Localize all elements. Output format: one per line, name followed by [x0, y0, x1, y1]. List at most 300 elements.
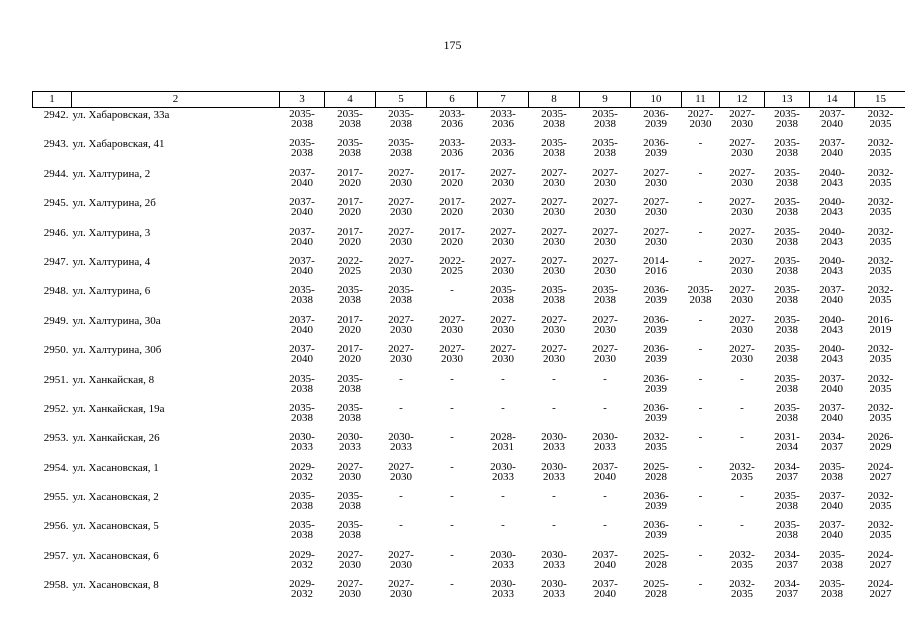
- period-start: 2035-: [289, 108, 315, 120]
- period-cell: [810, 373, 855, 402]
- period-cell: [427, 549, 478, 578]
- period-cell: [325, 578, 376, 607]
- address-cell: ул. Халтурина, 6: [72, 285, 151, 298]
- period-start: -: [501, 490, 505, 503]
- period-cell: [478, 373, 529, 402]
- period-start: 2027-: [541, 254, 567, 267]
- period-cell: [478, 519, 529, 548]
- period-start: 2037-: [819, 108, 845, 120]
- period-end: 2040: [291, 264, 313, 277]
- period-end: 2030: [689, 118, 712, 130]
- period-start: 2033-: [490, 108, 516, 120]
- period-cell: [427, 578, 478, 607]
- period-cell: [427, 373, 478, 402]
- period-start: -: [698, 137, 703, 150]
- period-start: 2032-: [867, 225, 894, 238]
- period-end: 2038: [689, 294, 712, 307]
- period-cell: [580, 314, 631, 343]
- period-cell: [810, 519, 855, 548]
- period-end: 2025: [339, 264, 361, 277]
- period-start: -: [450, 548, 454, 561]
- period-start: 2022-: [337, 254, 363, 267]
- period-cell: [376, 461, 427, 490]
- period-end: 2040: [821, 411, 843, 424]
- period-end: 2030: [594, 206, 616, 219]
- period-cell: [810, 314, 855, 343]
- period-start: 2030-: [541, 548, 567, 561]
- period-end: 2030: [492, 206, 514, 219]
- period-end: 2038: [776, 176, 798, 189]
- period-start: 2027-: [388, 196, 414, 209]
- period-cell: [631, 226, 682, 255]
- row-number: 2947.: [43, 255, 69, 268]
- row-number: 2956.: [43, 520, 69, 533]
- period-end: 2038: [776, 411, 798, 424]
- period-start: 2025-: [643, 578, 669, 591]
- period-end: 2030: [390, 176, 412, 189]
- table-row: [33, 108, 905, 138]
- page-number: 175: [443, 38, 462, 52]
- period-end: 2030: [645, 176, 667, 189]
- period-end: 2035: [731, 558, 753, 571]
- period-cell: [765, 519, 810, 548]
- period-cell: [376, 226, 427, 255]
- period-cell: [855, 284, 905, 313]
- period-end: 2035: [731, 470, 753, 483]
- period-cell: [427, 255, 478, 284]
- period-end: 2039: [645, 147, 667, 160]
- period-cell: [427, 108, 478, 138]
- period-start: 2032-: [867, 372, 894, 385]
- period-cell: [478, 402, 529, 431]
- period-end: 2030: [731, 147, 753, 160]
- period-start: 2035-: [388, 284, 414, 297]
- period-start: 2035-: [289, 372, 315, 385]
- period-cell: [427, 431, 478, 460]
- period-start: 2033-: [439, 108, 465, 120]
- period-start: -: [740, 401, 744, 414]
- period-cell: [529, 461, 580, 490]
- table-row: [33, 519, 905, 548]
- period-cell: [631, 255, 682, 284]
- period-end: 2036: [441, 118, 463, 130]
- period-end: 2036: [492, 118, 514, 130]
- period-start: 2017-: [337, 343, 363, 356]
- period-cell: [478, 490, 529, 519]
- period-end: 2040: [594, 470, 616, 483]
- period-start: 2027-: [388, 313, 414, 326]
- period-start: -: [450, 578, 454, 591]
- address-cell: ул. Ханкайская, 26: [72, 432, 160, 445]
- period-cell: [720, 402, 765, 431]
- period-cell: [855, 314, 905, 343]
- period-cell: [280, 167, 325, 196]
- period-cell: [325, 196, 376, 225]
- period-start: 2029-: [289, 460, 315, 473]
- period-cell: [810, 343, 855, 372]
- period-start: 2035-: [774, 196, 800, 209]
- period-start: 2017-: [337, 313, 363, 326]
- period-end: 2036: [492, 147, 514, 160]
- period-end: 2030: [390, 558, 412, 571]
- period-cell: [765, 343, 810, 372]
- period-cell: [325, 108, 376, 138]
- period-end: 2040: [594, 588, 616, 601]
- period-start: 2032-: [867, 284, 894, 297]
- period-cell: [325, 461, 376, 490]
- column-header: 14: [810, 92, 855, 108]
- period-cell: [720, 373, 765, 402]
- period-start: 2036-: [643, 401, 669, 414]
- table-row: [33, 255, 905, 284]
- period-cell: [325, 226, 376, 255]
- period-end: 2038: [291, 529, 313, 542]
- period-end: 2040: [594, 558, 616, 571]
- row-number: 2954.: [43, 461, 69, 474]
- period-start: 2037-: [289, 166, 315, 179]
- period-start: 2040-: [819, 313, 845, 326]
- period-start: 2027-: [337, 548, 363, 561]
- period-start: 2027-: [388, 460, 414, 473]
- period-cell: [682, 137, 720, 166]
- period-start: 2027-: [490, 313, 516, 326]
- period-start: -: [698, 401, 703, 414]
- period-end: 2028: [645, 588, 667, 601]
- row-number: 2951.: [43, 373, 69, 386]
- period-cell: [529, 167, 580, 196]
- period-cell: [376, 578, 427, 607]
- period-start: 2027-: [388, 166, 414, 179]
- period-cell: [529, 519, 580, 548]
- period-end: 2020: [339, 235, 361, 248]
- column-header: 8: [529, 92, 580, 108]
- period-end: 2038: [339, 529, 361, 542]
- row-number: 2946.: [43, 226, 69, 239]
- period-start: 2035-: [774, 519, 800, 532]
- period-cell: [427, 343, 478, 372]
- period-start: 2027-: [729, 108, 755, 120]
- period-end: 2039: [645, 411, 667, 424]
- period-start: 2035-: [592, 108, 618, 120]
- period-cell: [810, 226, 855, 255]
- period-cell: [765, 196, 810, 225]
- period-cell: [280, 137, 325, 166]
- period-start: 2032-: [867, 343, 894, 356]
- period-start: 2024-: [867, 548, 894, 561]
- period-end: 2030: [492, 353, 514, 366]
- period-end: 2035: [645, 441, 667, 454]
- period-cell: [855, 519, 905, 548]
- period-cell: [682, 196, 720, 225]
- period-cell: [765, 284, 810, 313]
- period-start: 2036-: [643, 490, 669, 503]
- period-cell: [810, 461, 855, 490]
- table-body: [33, 108, 905, 608]
- period-cell: [325, 490, 376, 519]
- table-row: [33, 431, 905, 460]
- address-cell: ул. Хасановская, 6: [72, 549, 159, 562]
- period-cell: [810, 167, 855, 196]
- period-start: 2024-: [867, 578, 894, 591]
- period-cell: [580, 402, 631, 431]
- period-cell: [855, 167, 905, 196]
- period-cell: [427, 284, 478, 313]
- period-start: 2027-: [490, 343, 516, 356]
- column-header: 2: [72, 92, 280, 108]
- period-start: 2027-: [592, 254, 618, 267]
- period-start: -: [698, 196, 703, 209]
- period-cell: [810, 137, 855, 166]
- period-end: 2038: [291, 118, 313, 130]
- period-end: 2038: [291, 500, 313, 513]
- column-header: 15: [855, 92, 905, 108]
- column-header: 9: [580, 92, 631, 108]
- period-end: 2040: [821, 529, 843, 542]
- period-cell: [580, 431, 631, 460]
- address-cell: ул. Хасановская, 8: [72, 579, 159, 592]
- period-start: 2035-: [289, 401, 315, 414]
- row-number: 2945.: [43, 197, 69, 210]
- period-cell: [376, 314, 427, 343]
- table-row: [33, 196, 905, 225]
- address-cell: ул. Хасановская, 1: [72, 461, 159, 474]
- period-start: 2035-: [541, 284, 567, 297]
- period-end: 2039: [645, 294, 667, 307]
- period-start: 2027-: [687, 108, 714, 120]
- period-end: 2033: [339, 441, 361, 454]
- table-row: [33, 461, 905, 490]
- period-start: -: [603, 372, 607, 385]
- period-end: 2030: [543, 323, 565, 336]
- address-cell: ул. Хасановская, 5: [72, 520, 159, 533]
- period-start: 2035-: [774, 254, 800, 267]
- period-start: 2035-: [337, 137, 363, 150]
- period-end: 2038: [339, 382, 361, 395]
- period-start: 2030-: [388, 431, 414, 444]
- period-end: 2038: [776, 294, 798, 307]
- period-end: 2030: [594, 264, 616, 277]
- period-cell: [720, 343, 765, 372]
- period-end: 2025: [441, 264, 463, 277]
- period-start: -: [450, 431, 454, 444]
- period-end: 2043: [821, 206, 843, 219]
- period-start: 2027-: [643, 166, 669, 179]
- period-cell: [580, 284, 631, 313]
- period-start: 2027-: [388, 548, 414, 561]
- period-start: 2027-: [541, 313, 567, 326]
- period-start: 2027-: [592, 343, 618, 356]
- period-start: 2035-: [337, 284, 363, 297]
- period-start: -: [698, 578, 703, 591]
- period-start: -: [552, 490, 556, 503]
- period-cell: [631, 284, 682, 313]
- period-cell: [765, 226, 810, 255]
- period-cell: [682, 402, 720, 431]
- period-start: 2040-: [819, 343, 845, 356]
- period-cell: [765, 255, 810, 284]
- period-cell: [855, 196, 905, 225]
- period-cell: [280, 490, 325, 519]
- period-cell: [529, 284, 580, 313]
- period-end: 2033: [291, 441, 313, 454]
- period-cell: [427, 402, 478, 431]
- period-start: 2035-: [289, 284, 315, 297]
- period-end: 2029: [869, 441, 892, 454]
- period-start: 2040-: [819, 254, 845, 267]
- period-start: 2030-: [490, 548, 516, 561]
- period-cell: [529, 373, 580, 402]
- period-start: 2040-: [819, 196, 845, 209]
- period-end: 2030: [390, 588, 412, 601]
- period-start: 2032-: [867, 166, 894, 179]
- period-cell: [580, 461, 631, 490]
- period-cell: [580, 373, 631, 402]
- period-cell: [631, 490, 682, 519]
- period-end: 2033: [543, 588, 565, 601]
- period-cell: [855, 255, 905, 284]
- period-cell: [810, 284, 855, 313]
- period-end: 2020: [339, 206, 361, 219]
- period-start: -: [698, 519, 703, 532]
- period-start: 2027-: [643, 196, 669, 209]
- period-end: 2030: [594, 235, 616, 248]
- period-start: 2032-: [867, 137, 894, 150]
- period-cell: [720, 519, 765, 548]
- period-cell: [855, 549, 905, 578]
- period-end: 2038: [543, 294, 565, 307]
- period-start: 2037-: [592, 548, 618, 561]
- period-cell: [529, 196, 580, 225]
- period-end: 2038: [776, 264, 798, 277]
- period-end: 2038: [776, 529, 798, 542]
- period-start: -: [450, 519, 454, 532]
- period-start: 2024-: [867, 460, 894, 473]
- period-end: 2030: [731, 176, 753, 189]
- period-cell: [427, 137, 478, 166]
- period-end: 2033: [492, 588, 514, 601]
- period-end: 2039: [645, 382, 667, 395]
- period-cell: [427, 519, 478, 548]
- period-end: 2036: [441, 147, 463, 160]
- row-number: 2942.: [43, 109, 69, 121]
- period-end: 2020: [339, 323, 361, 336]
- period-cell: [631, 519, 682, 548]
- period-end: 2016: [645, 264, 667, 277]
- period-start: 2037-: [289, 343, 315, 356]
- period-start: 2027-: [592, 313, 618, 326]
- period-start: 2030-: [541, 431, 567, 444]
- period-start: 2027-: [592, 196, 618, 209]
- period-start: 2029-: [289, 548, 315, 561]
- period-start: 2032-: [867, 519, 894, 532]
- period-start: -: [603, 519, 607, 532]
- period-start: 2027-: [729, 254, 755, 267]
- period-cell: [580, 519, 631, 548]
- period-start: 2035-: [337, 490, 363, 503]
- period-cell: [855, 343, 905, 372]
- period-cell: [478, 461, 529, 490]
- period-end: 2043: [821, 176, 843, 189]
- period-cell: [765, 431, 810, 460]
- period-start: 2035-: [774, 137, 800, 150]
- period-cell: [682, 343, 720, 372]
- period-start: -: [552, 519, 556, 532]
- period-cell: [682, 490, 720, 519]
- period-cell: [376, 343, 427, 372]
- period-end: 2038: [543, 147, 565, 160]
- address-cell: ул. Хабаровская, 41: [72, 138, 165, 151]
- period-cell: [855, 461, 905, 490]
- period-start: 2034-: [819, 431, 845, 444]
- period-start: 2035-: [774, 108, 800, 120]
- period-cell: [280, 343, 325, 372]
- period-end: 2030: [543, 176, 565, 189]
- period-end: 2038: [291, 147, 313, 160]
- period-end: 2020: [339, 353, 361, 366]
- period-start: 2035-: [774, 343, 800, 356]
- period-cell: [529, 402, 580, 431]
- period-end: 2037: [821, 441, 843, 454]
- period-end: 2030: [543, 264, 565, 277]
- row-number: 2944.: [43, 167, 69, 180]
- period-start: 2027-: [490, 254, 516, 267]
- period-end: 2030: [339, 588, 361, 601]
- period-cell: [580, 108, 631, 138]
- period-start: 2040-: [819, 225, 845, 238]
- period-start: -: [552, 372, 556, 385]
- table-row: [33, 343, 905, 372]
- period-cell: [376, 490, 427, 519]
- period-cell: [765, 402, 810, 431]
- period-cell: [580, 255, 631, 284]
- period-cell: [631, 402, 682, 431]
- period-start: 2027-: [337, 578, 363, 591]
- period-end: 2027: [869, 588, 892, 601]
- period-cell: [682, 284, 720, 313]
- period-cell: [682, 108, 720, 138]
- address-cell: ул. Халтурина, 4: [72, 255, 151, 268]
- period-cell: [720, 431, 765, 460]
- period-end: 2038: [776, 353, 798, 366]
- period-start: -: [698, 254, 703, 267]
- period-cell: [810, 490, 855, 519]
- period-end: 2035: [869, 529, 892, 542]
- period-cell: [631, 373, 682, 402]
- period-start: 2017-: [439, 196, 465, 209]
- period-cell: [478, 314, 529, 343]
- period-end: 2027: [869, 558, 892, 571]
- period-cell: [529, 549, 580, 578]
- column-header: 4: [325, 92, 376, 108]
- period-cell: [325, 137, 376, 166]
- period-start: 2032-: [867, 108, 894, 120]
- period-end: 2043: [821, 235, 843, 248]
- period-cell: [376, 196, 427, 225]
- table-row: [33, 373, 905, 402]
- period-start: 2033-: [439, 137, 465, 150]
- period-end: 2035: [869, 147, 892, 160]
- period-cell: [855, 373, 905, 402]
- period-start: 2037-: [289, 225, 315, 238]
- period-end: 2032: [291, 588, 313, 601]
- period-end: 2035: [869, 382, 892, 395]
- period-cell: [720, 314, 765, 343]
- row-number: 2950.: [43, 344, 69, 357]
- period-start: -: [740, 490, 744, 503]
- column-header: 11: [682, 92, 720, 108]
- period-cell: [280, 314, 325, 343]
- address-cell: ул. Халтурина, 30б: [72, 344, 162, 357]
